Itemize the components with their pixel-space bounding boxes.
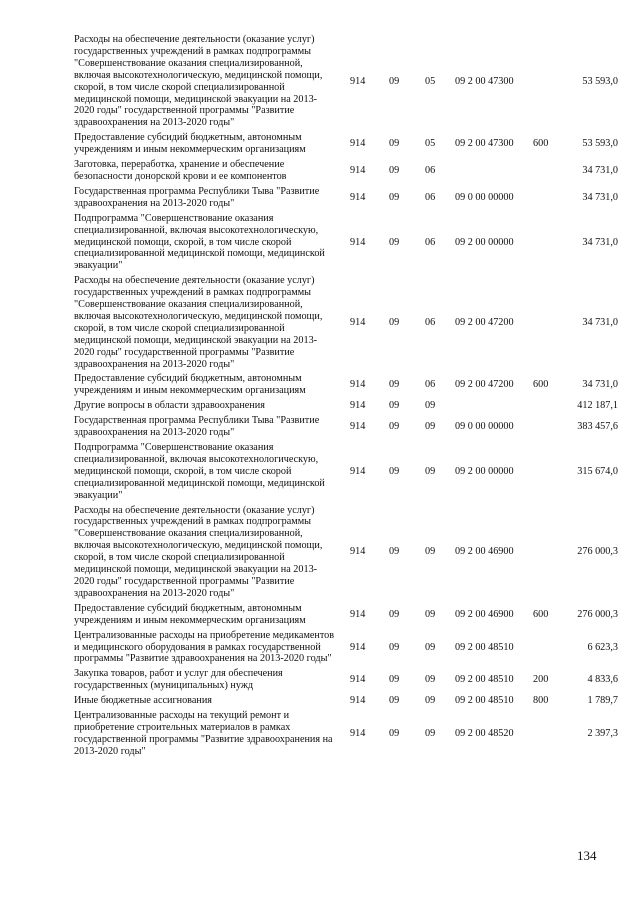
row-expense-type-code	[533, 630, 563, 669]
row-section-code: 09	[389, 165, 400, 177]
table-row	[74, 695, 618, 710]
row-expense-type-code	[533, 159, 563, 186]
row-amount: 276 000,3	[577, 608, 618, 620]
row-admin-code: 914	[350, 546, 366, 558]
table-row	[74, 132, 618, 159]
row-amount: 383 457,6	[577, 421, 618, 433]
row-subsection-code: 06	[425, 316, 436, 328]
row-name: Расходы на обеспечение деятельности (оказание услуг) государственных учреждений в рамках подпрограммы "Совершенствование оказания специализированной, включая высокотехнологическую, медицинской помощи, скорой, в том числе скорой специализированной медицинской помощи, медицинской эвакуации на 2013-2020 годы" государственной программы "Развитие здравоохранения на 2013-2020 годы"	[74, 34, 323, 129]
row-section-code: 09	[389, 695, 400, 707]
row-subsection-code: 09	[425, 641, 436, 653]
row-amount: 53 593,0	[582, 138, 618, 150]
row-amount: 53 593,0	[582, 75, 618, 87]
row-target-article-code: 09 2 00 48510	[455, 695, 514, 707]
row-target-article-code	[451, 400, 533, 415]
row-target-article-code: 09 2 00 47300	[455, 138, 514, 150]
row-admin-code: 914	[350, 316, 366, 328]
row-target-article-code: 09 2 00 47200	[455, 379, 514, 391]
row-subsection-code: 06	[425, 165, 436, 177]
table-row	[74, 668, 618, 695]
row-admin-code: 914	[350, 641, 366, 653]
row-amount: 2 397,3	[587, 727, 618, 739]
row-amount: 34 731,0	[582, 191, 618, 203]
row-target-article-code: 09 2 00 47200	[455, 316, 514, 328]
row-expense-type-code	[533, 34, 563, 132]
row-admin-code: 914	[350, 465, 366, 477]
row-admin-code: 914	[350, 379, 366, 391]
budget-table	[74, 34, 618, 761]
row-admin-code: 914	[350, 421, 366, 433]
table-row	[74, 159, 618, 186]
row-section-code: 09	[389, 727, 400, 739]
row-expense-type-code: 600	[533, 608, 549, 620]
row-admin-code: 914	[350, 727, 366, 739]
row-admin-code: 914	[350, 695, 366, 707]
row-section-code: 09	[389, 379, 400, 391]
row-section-code: 09	[389, 546, 400, 558]
row-expense-type-code	[533, 213, 563, 276]
row-name: Централизованные расходы на приобретение медикаментов и медицинского оборудования в рамках государственной программы "Развитие здравоохранения на 2013-2020 годы"	[74, 629, 335, 665]
row-section-code: 09	[389, 608, 400, 620]
table-row	[74, 213, 618, 276]
row-name: Подпрограмма "Совершенствование оказания специализированной, включая высокотехнологическую, медицинской помощи, скорой, в том числе скорой специализированной медицинской помощи, медицинской эвакуации"	[74, 212, 325, 272]
row-amount: 4 833,6	[587, 674, 618, 686]
table-row	[74, 505, 618, 603]
row-name: Предоставление субсидий бюджетным, автономным учреждениям и иным некоммерческим организациям	[74, 373, 306, 397]
row-admin-code: 914	[350, 138, 366, 150]
row-expense-type-code	[533, 400, 563, 415]
row-target-article-code: 09 0 00 00000	[455, 191, 514, 203]
row-amount: 276 000,3	[577, 546, 618, 558]
row-target-article-code: 09 2 00 47300	[455, 75, 514, 87]
row-section-code: 09	[389, 236, 400, 248]
row-name: Государственная программа Республики Тыва "Развитие здравоохранения на 2013-2020 годы"	[74, 185, 320, 209]
row-admin-code: 914	[350, 608, 366, 620]
row-expense-type-code	[533, 442, 563, 505]
table-row	[74, 415, 618, 442]
row-section-code: 09	[389, 641, 400, 653]
table-row	[74, 34, 618, 132]
table-row	[74, 442, 618, 505]
row-expense-type-code	[533, 415, 563, 442]
row-name: Другие вопросы в области здравоохранения	[74, 400, 265, 412]
row-amount: 412 187,1	[577, 400, 618, 412]
table-row	[74, 603, 618, 630]
table-row	[74, 630, 618, 669]
table-row	[74, 400, 618, 415]
table-row	[74, 275, 618, 373]
row-subsection-code: 09	[425, 727, 436, 739]
row-section-code: 09	[389, 138, 400, 150]
row-expense-type-code	[533, 710, 563, 761]
row-target-article-code: 09 2 00 48520	[455, 727, 514, 739]
row-name: Расходы на обеспечение деятельности (оказание услуг) государственных учреждений в рамках подпрограммы "Совершенствование оказания специализированной, включая высокотехнологическую, медицинской помощи, скорой, в том числе скорой специализированной медицинской помощи, медицинской эвакуации на 2013-2020 годы" государственной программы "Развитие здравоохранения на 2013-2020 годы"	[74, 275, 323, 370]
row-name: Закупка товаров, работ и услуг для обеспечения государственных (муниципальных) нужд	[74, 668, 283, 692]
row-subsection-code: 06	[425, 379, 436, 391]
row-name: Заготовка, переработка, хранение и обеспечение безопасности донорской крови и ее компонентов	[74, 159, 287, 182]
row-section-code: 09	[389, 421, 400, 433]
row-name: Предоставление субсидий бюджетным, автономным учреждениям и иным некоммерческим организациям	[74, 132, 306, 156]
row-section-code: 09	[389, 316, 400, 328]
row-subsection-code: 09	[425, 695, 436, 707]
row-subsection-code: 09	[425, 546, 436, 558]
row-section-code: 09	[389, 400, 400, 412]
row-admin-code: 914	[350, 400, 366, 412]
row-amount: 34 731,0	[582, 379, 618, 391]
row-subsection-code: 06	[425, 236, 436, 248]
row-name: Расходы на обеспечение деятельности (оказание услуг) государственных учреждений в рамках подпрограммы "Совершенствование оказания специализированной, включая высокотехнологическую, медицинской помощи, скорой, в том числе скорой специализированной медицинской помощи, медицинской эвакуации на 2013-2020 годы" государственной программы "Развитие здравоохранения на 2013-2020 годы"	[74, 504, 323, 599]
row-amount: 34 731,0	[582, 236, 618, 248]
row-subsection-code: 06	[425, 191, 436, 203]
row-amount: 1 789,7	[587, 695, 618, 707]
row-section-code: 09	[389, 674, 400, 686]
row-target-article-code: 09 2 00 48510	[455, 674, 514, 686]
row-name: Подпрограмма "Совершенствование оказания специализированной, включая высокотехнологическую, медицинской помощи, скорой, в том числе скорой специализированной медицинской помощи, медицинской эвакуации"	[74, 442, 325, 501]
row-expense-type-code	[533, 186, 563, 213]
row-target-article-code: 09 0 00 00000	[455, 421, 514, 433]
row-section-code: 09	[389, 465, 400, 477]
row-admin-code: 914	[350, 191, 366, 203]
row-admin-code: 914	[350, 674, 366, 686]
row-name: Централизованные расходы на текущий ремонт и приобретение строительных материалов в рамках государственной программы "Развитие здравоохранения на 2013-2020 годы"	[74, 710, 333, 757]
row-subsection-code: 09	[425, 608, 436, 620]
row-expense-type-code: 800	[533, 695, 549, 707]
row-target-article-code: 09 2 00 46900	[455, 546, 514, 558]
row-target-article-code	[451, 159, 533, 186]
row-subsection-code: 09	[425, 465, 436, 477]
row-subsection-code: 09	[425, 400, 436, 412]
page-number: 134	[577, 848, 597, 863]
row-section-code: 09	[389, 75, 400, 87]
row-expense-type-code: 600	[533, 138, 549, 150]
row-subsection-code: 05	[425, 138, 436, 150]
row-subsection-code: 05	[425, 75, 436, 87]
row-expense-type-code: 600	[533, 379, 549, 391]
row-admin-code: 914	[350, 75, 366, 87]
row-target-article-code: 09 2 00 46900	[455, 608, 514, 620]
row-expense-type-code: 200	[533, 674, 549, 686]
row-amount: 34 731,0	[582, 165, 618, 177]
budget-table-body	[74, 34, 618, 761]
row-target-article-code: 09 2 00 00000	[455, 465, 514, 477]
table-row	[74, 186, 618, 213]
row-name: Предоставление субсидий бюджетным, автономным учреждениям и иным некоммерческим организациям	[74, 602, 306, 626]
row-admin-code: 914	[350, 165, 366, 177]
row-amount: 6 623,3	[587, 641, 618, 653]
row-subsection-code: 09	[425, 674, 436, 686]
row-admin-code: 914	[350, 236, 366, 248]
row-expense-type-code	[533, 505, 563, 603]
table-row	[74, 373, 618, 400]
row-subsection-code: 09	[425, 421, 436, 433]
row-amount: 315 674,0	[577, 465, 618, 477]
table-row	[74, 710, 618, 761]
row-expense-type-code	[533, 275, 563, 373]
row-target-article-code: 09 2 00 48510	[455, 641, 514, 653]
row-name: Иные бюджетные ассигнования	[74, 695, 212, 707]
row-section-code: 09	[389, 191, 400, 203]
row-amount: 34 731,0	[582, 316, 618, 328]
row-target-article-code: 09 2 00 00000	[455, 236, 514, 248]
row-name: Государственная программа Республики Тыва "Развитие здравоохранения на 2013-2020 годы"	[74, 415, 320, 439]
